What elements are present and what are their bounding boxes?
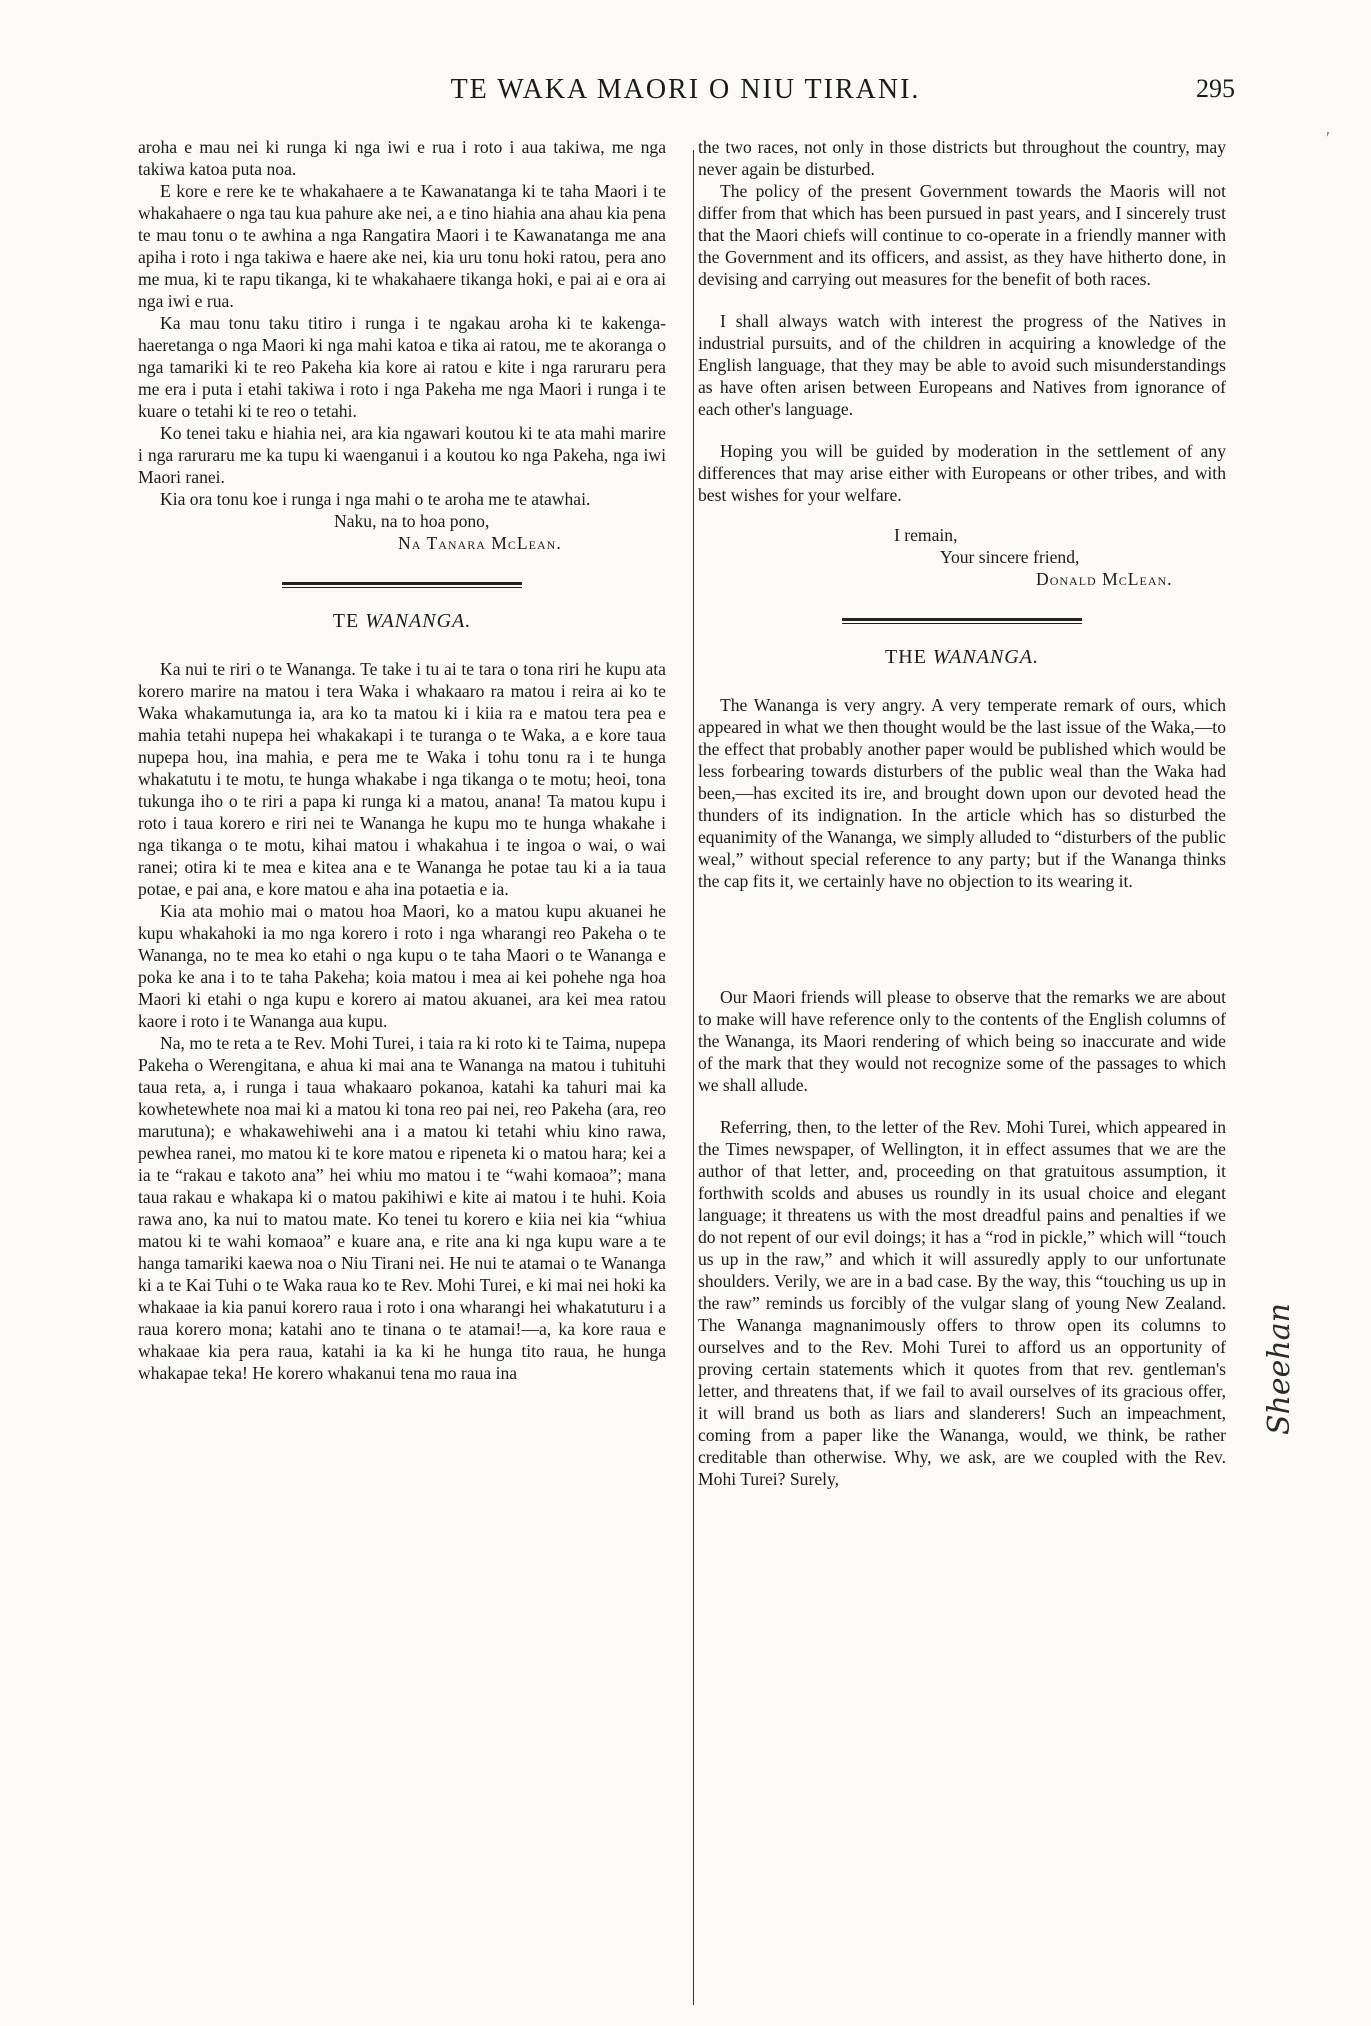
margin-tick-mark: ′ [1326, 128, 1330, 148]
signoff-signature: Na Tanara McLean. [398, 533, 562, 553]
paragraph-gap [698, 1096, 1226, 1116]
page-number: 295 [1196, 74, 1235, 103]
paragraph-gap [698, 420, 1226, 440]
right-column-english [698, 136, 1226, 1490]
letter-paragraph: the two races, not only in those districts but throughout the country, may never again be disturbed. [698, 137, 1226, 179]
article-paragraph: Ka nui te riri o te Wananga. Te take i tu ai te tara o tona riri he kupu ata korero marire na matou i tera Waka i whakaaro ra matou i reira ai ko te Waka whakamutunga ia, ara ko ta matou ki i kiia ra e matou tera pea e mahia tetahi nupepa hei whakakapi i te turanga o te Waka, a e kore taua nupepa hou, ina mahia, e pera me te Waka i tohu tonu ra i te hunga whakatutu i te motu, te hunga whakabe i nga tikanga o te motu; heoi, tona tukunga iho o te riri a papa ki runga ki a matou, anana! Ta matou kupu i roto i taua korero e riri nei te Wananga he kupu mo te hunga whakahe i nga tikanga o te motu, kihai matou i whakahua i te ingoa o wai, o wai ranei; otira ki te mea e kitea ana e te Wananga he potae tau ki a ia taua potae, e pai ana, e kore matou e aha ina potaetia e ia. [138, 659, 666, 899]
article-paragraph: Referring, then, to the letter of the Rev. Mohi Turei, which appeared in the Times newspaper, of Wellington, it in effect assumes that we are the author of that letter, and, proceeding on that gratuitous assumption, it forthwith scolds and abuses us roundly in its usual choice and elegant language; it threatens us with the most dreadful pains and penalties if we do not repent of our evil doings; it has a “rod in pickle,” which will “touch us up in the raw,” and which it will assuredly apply to our unfortunate shoulders. Verily, we are in a bad case. By the way, this “touching us up in the raw” reminds us forcibly of the vulgar slang of young New Zealand. The Wananga magnanimously offers to throw open its columns to ourselves and to the Rev. Mohi Turei to afford us an opportunity of proving certain statements which it quotes from that rev. gentleman's letter, and threatens that, if we fail to avail ourselves of its gracious offer, it will brand us both as liars and slanderers! Such an impeachment, coming from a paper like the Wananga, would, we think, be rather creditable than otherwise. Why, we ask, are we coupled with the Rev. Mohi Turei? Surely, [698, 1117, 1226, 1489]
letter-paragraph: I shall always watch with interest the progress of the Natives in industrial pursuits, and of the children in acquiring a knowledge of the English language, that they may be able to avoid such misunderstandings as have often arisen between Europeans and Natives from ignorance of each other's language. [698, 311, 1226, 419]
letter-paragraph: The policy of the present Government towards the Maoris will not differ from that which has been pursued in past years, and I sincerely trust that the Maori chiefs will continue to co-operate in a friendly manner with the Government and its officers, and assist, as they have hitherto done, in devising and carrying out measures for the benefit of both races. [698, 181, 1226, 289]
article-paragraph: Na, mo te reta a te Rev. Mohi Turei, i taia ra ki roto ki te Taima, nupepa Pakeha o Werengitana, e ahua ki mai ana te Wananga na matou i tuhituhi taua reta, a, i runga i taua whakaaro pokanoa, katahi ka tahuri mai ka kowhetewhete noa mai ki a matou ki tona reo pai nei, reo Pakeha (ara, reo marutuna); e whakawehiwehi ana i a matou ki tetahi whiu kino rawa, pewhea ranei, mo matou ki te kore matou e ripeneta ki o matou hara; kei a ia te “rakau e takoto ana” hei whiu mo matou i te “wahi komaoa”; mana taua rakau e whakapa ki o matou pakihiwi e kite ai matou i te huhi. Koia rawa ano, ka nui to matou mate. Ko tenei tu korero e kiia nei kia “whiua matou ki te wahi komaoa” e kuare ana, e rite ana ki nga kupu ware a te hanga tamariki kaewa noa o Niu Tirani nei. He nui te atamai o te Wananga ki a te Kai Tuhi o te Waka raua ko te Rev. Mohi Turei, e ki mai nei hoki ka whakaae ia kia panui korero raua i roto i ona wharangi hei whakatuturu i a raua korero mona; katahi ano te tinana o te atamai!—a, ka kore raua e whakaae kia pera raua, katahi ia ka ki he hunga tito raua, he hunga whakapae teka! He korero whakanui tena mo raua ina [138, 1033, 666, 1383]
letter-paragraph: Kia ora tonu koe i runga i nga mahi o te aroha me te atawhai. [160, 489, 591, 509]
letter-paragraph: Ko tenei taku e hiahia nei, ara kia ngawari koutou ki te ata mahi marire i nga raruraru me ka tupu ki waenganui i a koutou ko nga Pakeha, nga iwi Maori ranei. [138, 423, 666, 487]
section-title-italic: WANANGA. [932, 646, 1039, 668]
letter-signoff [698, 524, 1226, 590]
article-paragraph: The Wananga is very angry. A very temperate remark of ours, which appeared in what we then thought would be the last issue of the Waka,—to the effect that probably another paper would be published which would be less forbearing towards disturbers of the public weal than the Waka had been,—has excited its ire, and brought down upon our devoted head the thunders of its indignation. In the article which has so disturbed the equanimity of the Wananga, we simply alluded to “disturbers of the public weal,” without special reference to any party; but if the Wananga thinks the cap fits it, we certainly have no objection to its wearing it. [698, 695, 1226, 891]
signoff-salutation: Your sincere friend, [940, 547, 1080, 567]
letter-paragraph: aroha e mau nei ki runga ki nga iwi e rua i roto i aua takiwa, me nga takiwa katoa puta noa. [138, 137, 666, 179]
running-title: TE WAKA MAORI O NIU TIRANI. [450, 74, 921, 105]
article-paragraph: Kia ata mohio mai o matou hoa Maori, ko a matou kupu akuanei he kupu whakahoki ia mo nga korero i roto i nga wharangi reo Pakeha o te Wananga, no te mea ko etahi o nga kupu o te taha Maori o te Wananga e poka ke ana i to te taha Pakeha; koia matou i mea ai kei pohehe nga hoa Maori ki etahi o nga kupu e korero ai matou akuanei, ara kei mea ratou kaore i roto i te Wananga aua kupu. [138, 901, 666, 1031]
left-column-maori [138, 136, 666, 1384]
article-paragraph: Our Maori friends will please to observe that the remarks we are about to make will have reference only to the contents of the English columns of the Wananga, its Maori rendering of which being so inaccurate and wide of the mark that they would not recognize some of the passages to which we shall allude. [698, 987, 1226, 1095]
handwritten-margin-note: Sheehan [1262, 1303, 1297, 1435]
section-divider-rule [282, 582, 522, 588]
letter-paragraph: E kore e rere ke te whakahaere a te Kawanatanga ki te taha Maori i te whakahaere o nga tau kua pahure ake nei, a e tino hiahia ana ahau kia pena te mau tonu o te awhina a nga Rangatira Maori i te Kawanatanga me ana apiha i roto i nga takiwa e haere ake nei, kia uru tonu hoki ratou, pera ano me mua, ki te rapu tikanga, ki te whakahaere tikanga hoki, e pai ai e ora ai nga iwi e rua. [138, 181, 666, 311]
column-divider [693, 150, 694, 2005]
letter-paragraph: Ka mau tonu taku titiro i runga i te ngakau aroha ki te kakenga-haeretanga o nga Maori ki nga mahi katoa e tika ai ratou, me te akoranga o nga tamariki ki te reo Pakeha kia kore ai ratou e kite i nga raruraru pera me era i puta i etahi takiwa i roto i nga Pakeha me nga Maori i runga i te kuare o tetahi ki te reo o tetahi. [138, 313, 666, 421]
paragraph-gap [698, 892, 1226, 986]
section-title [138, 610, 666, 632]
section-title [698, 646, 1226, 668]
section-title-prefix: TE [332, 610, 360, 632]
letter-signoff [138, 510, 666, 554]
section-divider-rule [842, 618, 1082, 624]
paragraph-gap [698, 290, 1226, 310]
section-title-italic: WANANGA. [365, 610, 472, 632]
section-title-prefix: THE [885, 646, 927, 668]
signoff-closing: I remain, [894, 525, 958, 545]
signoff-signature: Donald McLean. [1036, 569, 1173, 589]
letter-paragraph: Hoping you will be guided by moderation in the settlement of any differences that may arise either with Europeans or other tribes, and with best wishes for your welfare. [698, 441, 1226, 505]
signoff-salutation: Naku, na to hoa pono, [334, 511, 490, 531]
